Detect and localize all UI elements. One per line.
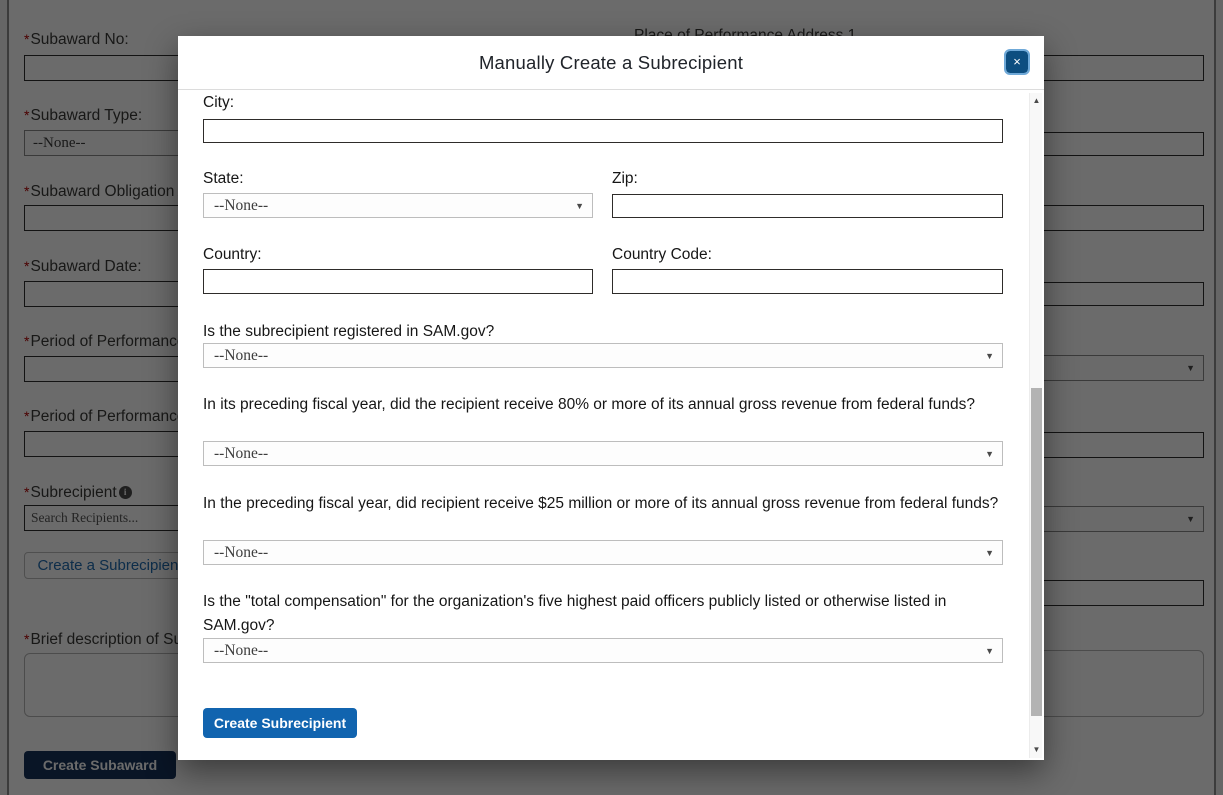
revenue-25m-select[interactable]: --None-- ▼ — [203, 540, 1003, 565]
chevron-down-icon: ▼ — [985, 350, 994, 361]
city-label: City: — [203, 94, 234, 111]
create-subrecipient-modal — [178, 36, 1044, 760]
modal-header — [178, 36, 1044, 90]
state-select[interactable]: --None-- ▼ — [203, 193, 593, 218]
revenue-25m-question: In the preceding fiscal year, did recipient receive $25 million or more of its annual gross revenue from federal funds? — [203, 495, 999, 512]
chevron-down-icon: ▼ — [985, 547, 994, 558]
chevron-down-icon: ▼ — [575, 200, 584, 211]
sam-registered-select[interactable]: --None-- ▼ — [203, 343, 1003, 368]
chevron-down-icon: ▼ — [985, 448, 994, 459]
modal-scrollbar[interactable] — [1029, 93, 1042, 758]
scroll-down-icon[interactable]: ▼ — [1032, 745, 1041, 754]
scroll-up-icon[interactable]: ▲ — [1032, 96, 1041, 105]
revenue-80-select[interactable]: --None-- ▼ — [203, 441, 1003, 466]
state-label: State: — [203, 170, 244, 187]
zip-label: Zip: — [612, 170, 638, 187]
modal-title: Manually Create a Subrecipient — [478, 52, 744, 73]
city-input[interactable] — [203, 119, 1003, 143]
zip-input[interactable] — [612, 194, 1003, 218]
revenue-80-question: In its preceding fiscal year, did the recipient receive 80% or more of its annual gross revenue from federal funds? — [203, 396, 975, 413]
sam-registered-question: Is the subrecipient registered in SAM.gov? — [203, 323, 495, 340]
compensation-question: Is the "total compensation" for the organization's five highest paid officers publicly listed or otherwise listed in SAM.gov? — [203, 593, 947, 634]
country-input[interactable] — [203, 269, 593, 294]
chevron-down-icon: ▼ — [985, 645, 994, 656]
close-icon[interactable]: × — [1006, 51, 1028, 73]
compensation-select[interactable]: --None-- ▼ — [203, 638, 1003, 663]
scrollbar-thumb[interactable] — [1031, 388, 1042, 716]
country-label: Country: — [203, 246, 262, 263]
create-subrecipient-submit-button[interactable]: Create Subrecipient — [203, 708, 357, 738]
country-code-input[interactable] — [612, 269, 1003, 294]
country-code-label: Country Code: — [612, 246, 712, 263]
